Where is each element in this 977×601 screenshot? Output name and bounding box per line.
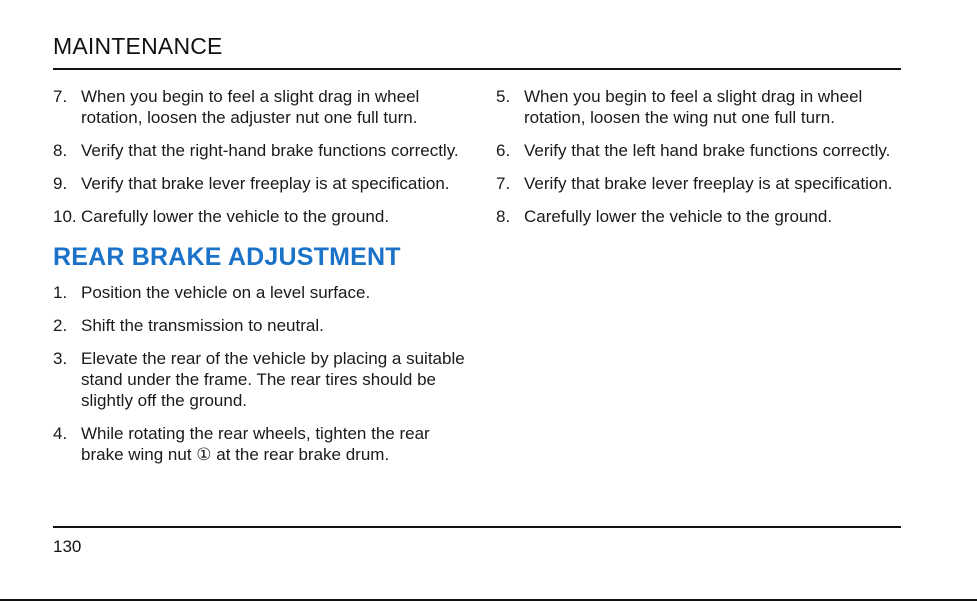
step-number: 7.	[496, 174, 511, 193]
step-text: Shift the transmission to neutral.	[81, 316, 324, 335]
step-number: 8.	[496, 207, 511, 226]
step-item	[53, 348, 473, 411]
step-item	[53, 173, 473, 194]
step-text: Elevate the rear of the vehicle by placing a suitable stand under the frame. The rear tires should be slightly off the ground.	[81, 349, 465, 410]
step-text: Verify that brake lever freeplay is at specification.	[524, 174, 893, 193]
step-number: 4.	[53, 424, 68, 443]
step-number: 10.	[53, 207, 77, 226]
step-number: 2.	[53, 316, 68, 335]
step-text: Carefully lower the vehicle to the ground.	[524, 207, 833, 226]
step-text: When you begin to feel a slight drag in wheel rotation, loosen the wing nut one full turn.	[524, 87, 863, 127]
step-item	[496, 140, 916, 161]
step-text: Carefully lower the vehicle to the ground.	[81, 207, 390, 226]
step-item	[496, 86, 916, 128]
left-column	[53, 86, 473, 477]
step-number: 8.	[53, 141, 68, 160]
section-heading: REAR BRAKE ADJUSTMENT	[53, 243, 401, 271]
step-number: 5.	[496, 87, 511, 106]
step-number: 9.	[53, 174, 68, 193]
step-number: 7.	[53, 87, 68, 106]
step-text: When you begin to feel a slight drag in wheel rotation, loosen the adjuster nut one full turn.	[81, 87, 420, 127]
step-text: Verify that brake lever freeplay is at specification.	[81, 174, 450, 193]
step-number: 3.	[53, 349, 68, 368]
page-number: 130	[53, 537, 82, 556]
footer-divider	[53, 526, 901, 528]
step-item	[53, 86, 473, 128]
header-divider	[53, 68, 901, 70]
step-item	[53, 423, 473, 465]
step-text: While rotating the rear wheels, tighten the rear brake wing nut ① at the rear brake drum.	[81, 424, 430, 464]
step-text: Verify that the left hand brake functions correctly.	[524, 141, 891, 160]
step-item	[53, 282, 473, 303]
step-text: Verify that the right-hand brake functions correctly.	[81, 141, 459, 160]
step-item	[53, 140, 473, 161]
step-number: 6.	[496, 141, 511, 160]
step-item	[53, 206, 473, 227]
page-header-title: MAINTENANCE	[53, 33, 223, 59]
step-text: Position the vehicle on a level surface.	[81, 283, 371, 302]
step-number: 1.	[53, 283, 68, 302]
right-column	[496, 86, 916, 239]
step-item	[496, 173, 916, 194]
step-item	[53, 315, 473, 336]
step-item	[496, 206, 916, 227]
